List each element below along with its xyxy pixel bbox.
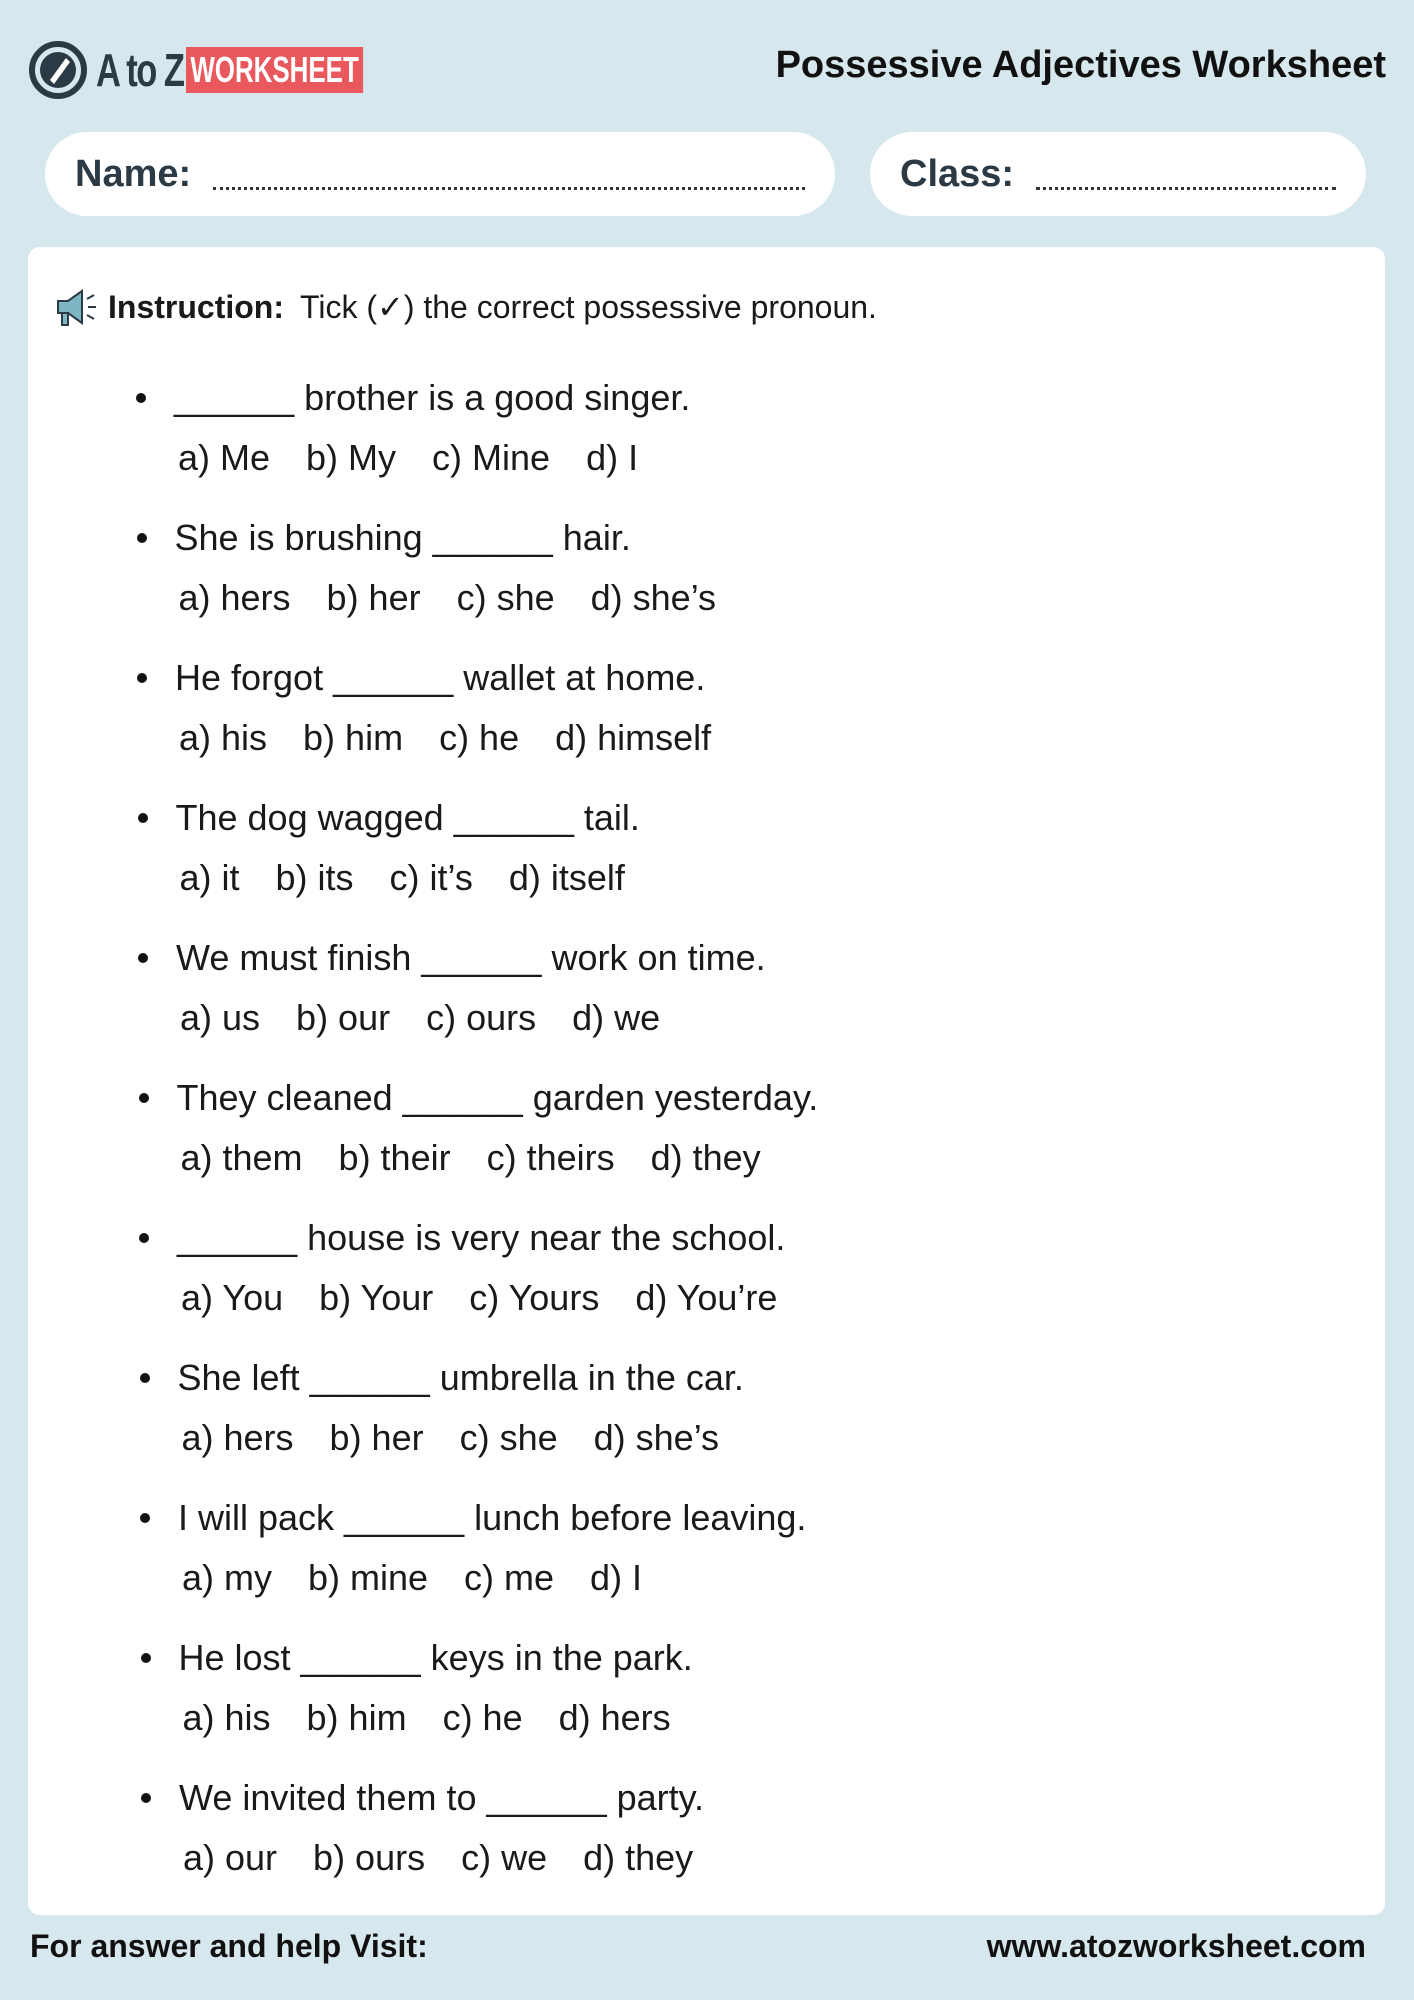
option[interactable]: b) its xyxy=(275,857,354,898)
question-item xyxy=(136,377,690,479)
option[interactable]: c) theirs xyxy=(486,1137,615,1178)
option[interactable]: c) me xyxy=(464,1557,555,1598)
option[interactable]: a) our xyxy=(183,1837,278,1878)
option[interactable]: d) You’re xyxy=(635,1277,778,1318)
option[interactable]: a) us xyxy=(180,997,261,1038)
question-stem: He lost ______ keys in the park. xyxy=(141,1637,693,1679)
option[interactable]: b) Your xyxy=(319,1277,434,1318)
name-line[interactable] xyxy=(213,159,805,190)
question-stem: ______ brother is a good singer. xyxy=(136,377,690,419)
options-row xyxy=(136,437,690,479)
option[interactable]: a) Me xyxy=(178,437,271,478)
options-row xyxy=(139,1137,819,1179)
option[interactable]: b) her xyxy=(326,577,421,618)
class-label: Class: xyxy=(900,152,1015,195)
option[interactable]: c) it’s xyxy=(389,857,473,898)
option[interactable]: d) hers xyxy=(558,1697,671,1738)
logo xyxy=(28,38,432,102)
option[interactable]: a) his xyxy=(179,717,268,758)
option[interactable]: a) You xyxy=(181,1277,284,1318)
option[interactable]: b) their xyxy=(338,1137,451,1178)
logo-text: A to Z xyxy=(96,44,184,96)
option[interactable]: d) she’s xyxy=(593,1417,720,1458)
option[interactable]: b) mine xyxy=(308,1557,429,1598)
instruction xyxy=(54,287,877,327)
worksheet-card xyxy=(28,247,1385,1915)
options-row xyxy=(137,717,711,759)
question-item xyxy=(141,1777,704,1879)
name-label: Name: xyxy=(75,152,192,195)
question-item xyxy=(138,937,766,1039)
question-item xyxy=(139,1077,819,1179)
question-item xyxy=(138,797,640,899)
question-stem: She is brushing ______ hair. xyxy=(137,517,717,559)
option[interactable]: d) they xyxy=(583,1837,694,1878)
option[interactable]: c) we xyxy=(461,1837,548,1878)
name-field[interactable] xyxy=(45,132,835,216)
option[interactable]: d) I xyxy=(586,437,639,478)
question-stem: We must finish ______ work on time. xyxy=(138,937,766,979)
option[interactable]: d) I xyxy=(590,1557,643,1598)
option[interactable]: a) hers xyxy=(178,577,291,618)
option[interactable]: c) Mine xyxy=(432,437,551,478)
option[interactable]: c) ours xyxy=(426,997,537,1038)
options-row xyxy=(140,1417,744,1459)
megaphone-icon xyxy=(54,287,98,327)
option[interactable]: b) our xyxy=(296,997,391,1038)
logo-pen-icon xyxy=(28,40,88,100)
class-line[interactable] xyxy=(1036,159,1336,190)
question-item xyxy=(137,657,711,759)
option[interactable]: b) him xyxy=(306,1697,407,1738)
option[interactable]: c) Yours xyxy=(469,1277,600,1318)
option[interactable]: b) My xyxy=(306,437,397,478)
option[interactable]: b) him xyxy=(303,717,404,758)
instruction-label: Instruction: xyxy=(108,288,284,325)
instruction-text: Tick (✓) the correct possessive pronoun. xyxy=(299,289,877,325)
question-stem: The dog wagged ______ tail. xyxy=(138,797,640,839)
options-row xyxy=(140,1557,806,1599)
options-row xyxy=(141,1697,693,1739)
question-item xyxy=(140,1357,744,1459)
options-row xyxy=(139,1277,785,1319)
option[interactable]: c) she xyxy=(459,1417,558,1458)
question-stem: ______ house is very near the school. xyxy=(139,1217,785,1259)
options-row xyxy=(138,857,640,899)
option[interactable]: d) itself xyxy=(508,857,625,898)
logo-badge: WORKSHEET xyxy=(186,47,363,93)
question-item xyxy=(137,517,717,619)
question-stem: She left ______ umbrella in the car. xyxy=(140,1357,744,1399)
question-item xyxy=(139,1217,785,1319)
options-row xyxy=(138,997,766,1039)
option[interactable]: a) them xyxy=(180,1137,303,1178)
class-field[interactable] xyxy=(870,132,1366,216)
question-stem: They cleaned ______ garden yesterday. xyxy=(139,1077,819,1119)
question-item xyxy=(141,1637,693,1739)
option[interactable]: d) they xyxy=(650,1137,761,1178)
option[interactable]: a) his xyxy=(182,1697,271,1738)
option[interactable]: b) ours xyxy=(313,1837,426,1878)
question-stem: I will pack ______ lunch before leaving. xyxy=(140,1497,806,1539)
option[interactable]: c) he xyxy=(442,1697,523,1738)
option[interactable]: c) he xyxy=(439,717,520,758)
question-item xyxy=(140,1497,806,1599)
options-row xyxy=(137,577,717,619)
option[interactable]: c) she xyxy=(456,577,555,618)
footer-url[interactable]: www.atozworksheet.com xyxy=(986,1928,1366,1964)
option[interactable]: a) my xyxy=(182,1557,272,1598)
page-title: Possessive Adjectives Worksheet xyxy=(775,44,1386,86)
option[interactable]: d) she’s xyxy=(590,577,717,618)
option[interactable]: a) hers xyxy=(181,1417,294,1458)
option[interactable]: d) himself xyxy=(555,717,712,758)
options-row xyxy=(141,1837,704,1879)
question-stem: We invited them to ______ party. xyxy=(141,1777,704,1819)
footer-help: For answer and help Visit: xyxy=(30,1928,428,1964)
option[interactable]: d) we xyxy=(572,997,661,1038)
option[interactable]: b) her xyxy=(329,1417,424,1458)
option[interactable]: a) it xyxy=(179,857,240,898)
question-stem: He forgot ______ wallet at home. xyxy=(137,657,711,699)
